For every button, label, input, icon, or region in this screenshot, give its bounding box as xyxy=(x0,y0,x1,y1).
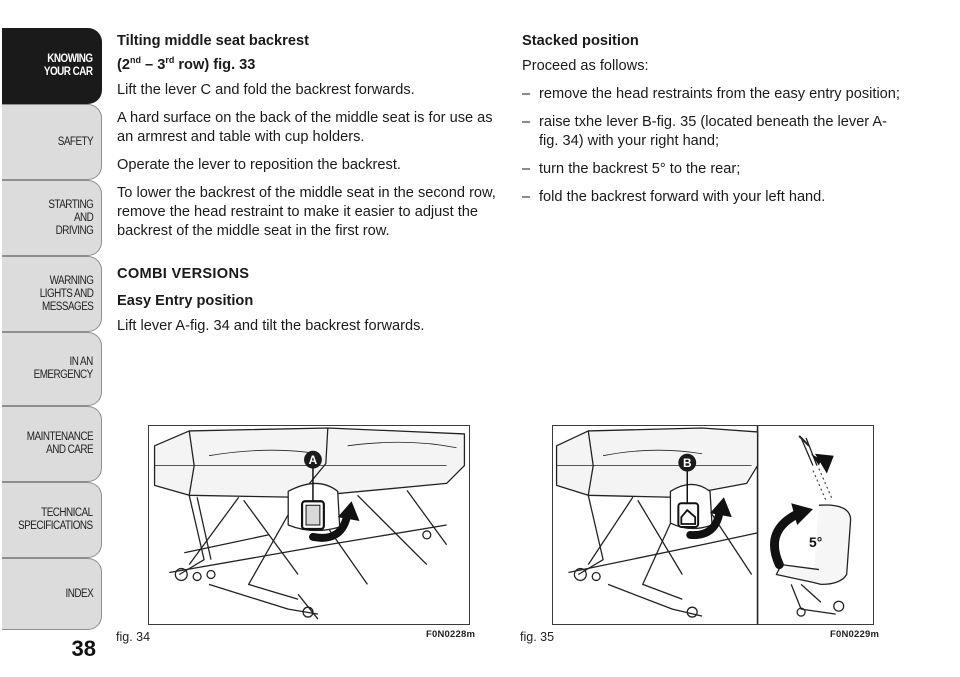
callout-a: A xyxy=(308,453,318,468)
tab-index[interactable]: INDEX xyxy=(2,558,102,630)
callout-b: B xyxy=(682,456,692,471)
tab-starting-and-driving[interactable]: STARTING AND DRIVING xyxy=(2,180,102,256)
list-item: – remove the head restraints from the easy entry position; xyxy=(522,86,900,102)
figure-34-code: F0N0228m xyxy=(426,629,476,640)
figure-34-seat-lever-a xyxy=(148,425,470,625)
figure-34-caption: fig. 34 xyxy=(116,630,151,644)
heading-stacked-position: Stacked position xyxy=(522,33,639,49)
right-column xyxy=(522,32,902,216)
heading-tilting-middle-seat: Tilting middle seat backrest (2nd – 3rd row) fig. 33 xyxy=(117,33,309,73)
list-item: – turn the backrest 5° to the rear; xyxy=(522,161,741,177)
seat-illustration xyxy=(553,426,873,624)
tab-safety[interactable]: SAFETY xyxy=(2,104,102,180)
figure-35-caption: fig. 35 xyxy=(520,630,555,644)
left-column xyxy=(117,32,497,345)
page-number: 38 xyxy=(71,636,96,661)
section-title: COMBI VERSIONS xyxy=(117,265,250,282)
sub-heading: Easy Entry position xyxy=(117,292,254,309)
list-item: – fold the backrest forward with your left hand. xyxy=(522,189,826,205)
paragraph: Operate the lever to reposition the backrest. xyxy=(117,156,401,173)
figure-35-code: F0N0229m xyxy=(830,629,880,640)
angle-label: 5° xyxy=(809,533,823,550)
paragraph: A hard surface on the back of the middle seat is for use as an armrest and table with cup holders. xyxy=(117,109,493,145)
paragraph: Lift lever A-fig. 34 and tilt the backrest forwards. xyxy=(117,317,425,334)
figure-35-seat-lever-b xyxy=(552,425,874,625)
tab-technical-specifications[interactable]: TECHNICAL SPECIFICATIONS xyxy=(2,482,102,558)
paragraph: Lift the lever C and fold the backrest forwards. xyxy=(117,81,415,98)
seat-illustration xyxy=(149,426,469,624)
tab-knowing-your-car[interactable]: KNOWING YOUR CAR xyxy=(2,28,102,104)
tab-maintenance-and-care[interactable]: MAINTENANCE AND CARE xyxy=(2,406,102,482)
tab-in-an-emergency[interactable]: IN AN EMERGENCY xyxy=(2,332,102,406)
paragraph: Proceed as follows: xyxy=(522,58,649,74)
list-item: – raise txhe lever B-fig. 35 (located beneath the lever A-fig. 34) with your right hand; xyxy=(522,114,888,149)
paragraph: To lower the backrest of the middle seat in the second row, remove the head restraint to make it easier to adjust the backrest of the middle seat in the first row. xyxy=(117,184,496,239)
tab-warning-lights[interactable]: WARNING LIGHTS AND MESSAGES xyxy=(2,256,102,332)
